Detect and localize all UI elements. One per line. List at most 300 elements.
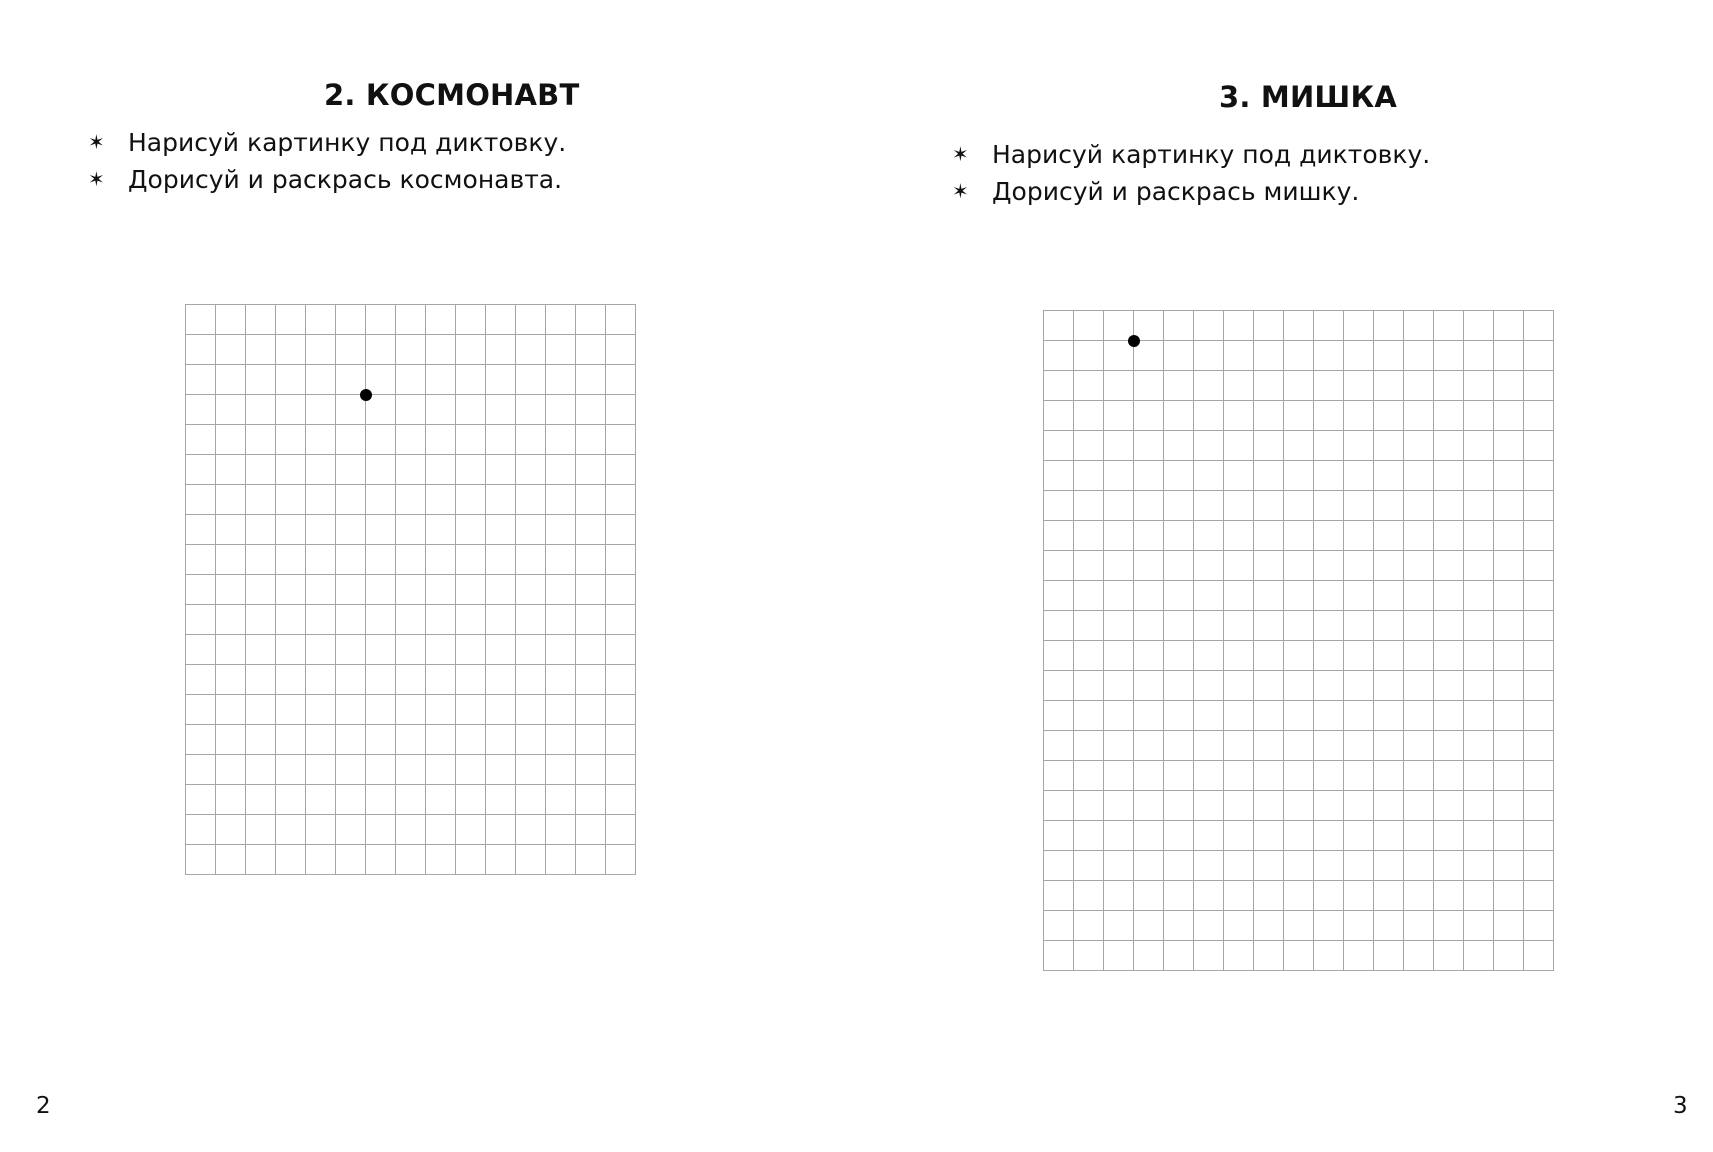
grid-cell[interactable] <box>1434 611 1464 641</box>
grid-cell[interactable] <box>186 785 216 815</box>
grid-cell[interactable] <box>1404 911 1434 941</box>
grid-cell[interactable] <box>546 665 576 695</box>
grid-cell[interactable] <box>1434 311 1464 341</box>
grid-cell[interactable] <box>1404 311 1434 341</box>
grid-cell[interactable] <box>456 455 486 485</box>
grid-cell[interactable] <box>516 665 546 695</box>
grid-cell[interactable] <box>336 785 366 815</box>
grid-cell[interactable] <box>276 335 306 365</box>
grid-cell[interactable] <box>1344 701 1374 731</box>
grid-cell[interactable] <box>1224 611 1254 641</box>
grid-cell[interactable] <box>246 365 276 395</box>
grid-cell[interactable] <box>1404 461 1434 491</box>
grid-cell[interactable] <box>1104 821 1134 851</box>
grid-cell[interactable] <box>1164 311 1194 341</box>
grid-cell[interactable] <box>246 815 276 845</box>
grid-cell[interactable] <box>1374 791 1404 821</box>
grid-cell[interactable] <box>1314 551 1344 581</box>
grid-cell[interactable] <box>1434 881 1464 911</box>
grid-cell[interactable] <box>546 845 576 875</box>
grid-cell[interactable] <box>1224 371 1254 401</box>
grid-cell[interactable] <box>1044 731 1074 761</box>
grid-cell[interactable] <box>336 575 366 605</box>
grid-cell[interactable] <box>246 665 276 695</box>
grid-cell[interactable] <box>1494 671 1524 701</box>
grid-cell[interactable] <box>1524 341 1554 371</box>
grid-cell[interactable] <box>1434 371 1464 401</box>
grid-cell[interactable] <box>576 635 606 665</box>
grid-cell[interactable] <box>1224 401 1254 431</box>
grid-cell[interactable] <box>1374 611 1404 641</box>
grid-cell[interactable] <box>1314 521 1344 551</box>
grid-cell[interactable] <box>396 545 426 575</box>
grid-cell[interactable] <box>1254 821 1284 851</box>
grid-cell[interactable] <box>1074 821 1104 851</box>
grid-cell[interactable] <box>546 395 576 425</box>
grid-cell[interactable] <box>186 515 216 545</box>
grid-cell[interactable] <box>1434 731 1464 761</box>
grid-cell[interactable] <box>456 635 486 665</box>
grid-cell[interactable] <box>576 305 606 335</box>
grid-cell[interactable] <box>1254 791 1284 821</box>
grid-cell[interactable] <box>1434 341 1464 371</box>
grid-cell[interactable] <box>1194 731 1224 761</box>
grid-cell[interactable] <box>1374 821 1404 851</box>
grid-cell[interactable] <box>426 335 456 365</box>
grid-cell[interactable] <box>1044 881 1074 911</box>
grid-cell[interactable] <box>486 455 516 485</box>
grid-cell[interactable] <box>1434 551 1464 581</box>
grid-cell[interactable] <box>1194 761 1224 791</box>
grid-cell[interactable] <box>1494 461 1524 491</box>
grid-cell[interactable] <box>396 485 426 515</box>
grid-cell[interactable] <box>1044 611 1074 641</box>
grid-cell[interactable] <box>1524 551 1554 581</box>
grid-cell[interactable] <box>1314 461 1344 491</box>
grid-cell[interactable] <box>1464 821 1494 851</box>
grid-cell[interactable] <box>1104 491 1134 521</box>
grid-cell[interactable] <box>1224 671 1254 701</box>
grid-cell[interactable] <box>486 575 516 605</box>
grid-cell[interactable] <box>1194 401 1224 431</box>
grid-cell[interactable] <box>1254 401 1284 431</box>
grid-cell[interactable] <box>546 755 576 785</box>
grid-cell[interactable] <box>1044 791 1074 821</box>
grid-cell[interactable] <box>1464 731 1494 761</box>
grid-cell[interactable] <box>1464 551 1494 581</box>
grid-cell[interactable] <box>246 515 276 545</box>
grid-cell[interactable] <box>186 815 216 845</box>
grid-cell[interactable] <box>1284 401 1314 431</box>
grid-cell[interactable] <box>396 455 426 485</box>
grid-cell[interactable] <box>456 545 486 575</box>
grid-cell[interactable] <box>486 665 516 695</box>
grid-cell[interactable] <box>336 305 366 335</box>
grid-cell[interactable] <box>1344 911 1374 941</box>
grid-cell[interactable] <box>186 665 216 695</box>
grid-cell[interactable] <box>1434 491 1464 521</box>
grid-cell[interactable] <box>1374 401 1404 431</box>
grid-cell[interactable] <box>1254 431 1284 461</box>
grid-cell[interactable] <box>1074 911 1104 941</box>
grid-cell[interactable] <box>456 485 486 515</box>
grid-cell[interactable] <box>1134 701 1164 731</box>
grid-cell[interactable] <box>456 815 486 845</box>
grid-cell[interactable] <box>1134 461 1164 491</box>
grid-cell[interactable] <box>606 485 636 515</box>
grid-cell[interactable] <box>1464 911 1494 941</box>
grid-cell[interactable] <box>1254 761 1284 791</box>
grid-cell[interactable] <box>516 425 546 455</box>
grid-cell[interactable] <box>516 455 546 485</box>
grid-cell[interactable] <box>1104 581 1134 611</box>
grid-cell[interactable] <box>1464 611 1494 641</box>
grid-cell[interactable] <box>1044 641 1074 671</box>
grid-cell[interactable] <box>336 845 366 875</box>
grid-cell[interactable] <box>1194 491 1224 521</box>
grid-cell[interactable] <box>1344 311 1374 341</box>
grid-cell[interactable] <box>246 845 276 875</box>
grid-cell[interactable] <box>546 785 576 815</box>
grid-cell[interactable] <box>306 455 336 485</box>
grid-cell[interactable] <box>1104 431 1134 461</box>
grid-cell[interactable] <box>486 605 516 635</box>
grid-cell[interactable] <box>456 845 486 875</box>
grid-cell[interactable] <box>1374 761 1404 791</box>
grid-cell[interactable] <box>336 605 366 635</box>
grid-cell[interactable] <box>1344 731 1374 761</box>
grid-cell[interactable] <box>1194 851 1224 881</box>
grid-cell[interactable] <box>396 605 426 635</box>
grid-cell[interactable] <box>1164 731 1194 761</box>
grid-cell[interactable] <box>1344 881 1374 911</box>
grid-cell[interactable] <box>1494 551 1524 581</box>
grid-cell[interactable] <box>306 335 336 365</box>
grid-cell[interactable] <box>1404 851 1434 881</box>
grid-cell[interactable] <box>1104 641 1134 671</box>
grid-cell[interactable] <box>1314 701 1344 731</box>
grid-cell[interactable] <box>186 425 216 455</box>
grid-cell[interactable] <box>186 365 216 395</box>
grid-cell[interactable] <box>276 755 306 785</box>
grid-cell[interactable] <box>1254 641 1284 671</box>
grid-cell[interactable] <box>1134 731 1164 761</box>
grid-cell[interactable] <box>426 545 456 575</box>
grid-cell[interactable] <box>576 845 606 875</box>
grid-cell[interactable] <box>1164 341 1194 371</box>
grid-cell[interactable] <box>186 695 216 725</box>
grid-cell[interactable] <box>1044 761 1074 791</box>
grid-cell[interactable] <box>1044 521 1074 551</box>
grid-cell[interactable] <box>216 425 246 455</box>
grid-cell[interactable] <box>1194 941 1224 971</box>
grid-cell[interactable] <box>216 845 246 875</box>
grid-cell[interactable] <box>1164 671 1194 701</box>
grid-cell[interactable] <box>1314 641 1344 671</box>
grid-cell[interactable] <box>1374 911 1404 941</box>
grid-cell[interactable] <box>186 485 216 515</box>
grid-cell[interactable] <box>1434 851 1464 881</box>
grid-cell[interactable] <box>246 425 276 455</box>
grid-cell[interactable] <box>1074 551 1104 581</box>
grid-cell[interactable] <box>1404 341 1434 371</box>
grid-cell[interactable] <box>1194 431 1224 461</box>
grid-cell[interactable] <box>1374 341 1404 371</box>
grid-cell[interactable] <box>1404 791 1434 821</box>
grid-cell[interactable] <box>546 575 576 605</box>
grid-cell[interactable] <box>1374 731 1404 761</box>
grid-cell[interactable] <box>1134 791 1164 821</box>
grid-cell[interactable] <box>336 485 366 515</box>
grid-cell[interactable] <box>516 695 546 725</box>
grid-cell[interactable] <box>216 575 246 605</box>
grid-cell[interactable] <box>276 515 306 545</box>
grid-cell[interactable] <box>396 815 426 845</box>
grid-cell[interactable] <box>1074 701 1104 731</box>
grid-cell[interactable] <box>1374 851 1404 881</box>
grid-cell[interactable] <box>516 575 546 605</box>
grid-cell[interactable] <box>306 815 336 845</box>
grid-cell[interactable] <box>366 665 396 695</box>
grid-cell[interactable] <box>366 305 396 335</box>
grid-cell[interactable] <box>306 545 336 575</box>
grid-cell[interactable] <box>1404 641 1434 671</box>
grid-cell[interactable] <box>1224 821 1254 851</box>
grid-cell[interactable] <box>336 335 366 365</box>
grid-cell[interactable] <box>1464 491 1494 521</box>
grid-cell[interactable] <box>1524 881 1554 911</box>
grid-cell[interactable] <box>276 455 306 485</box>
grid-cell[interactable] <box>246 695 276 725</box>
grid-cell[interactable] <box>1494 881 1524 911</box>
grid-cell[interactable] <box>1344 941 1374 971</box>
grid-cell[interactable] <box>1104 371 1134 401</box>
grid-cell[interactable] <box>1404 701 1434 731</box>
grid-cell[interactable] <box>1434 671 1464 701</box>
grid-cell[interactable] <box>1074 311 1104 341</box>
grid-cell[interactable] <box>1074 401 1104 431</box>
grid-cell[interactable] <box>456 785 486 815</box>
grid-cell[interactable] <box>276 695 306 725</box>
grid-cell[interactable] <box>246 455 276 485</box>
grid-cell[interactable] <box>1074 461 1104 491</box>
grid-cell[interactable] <box>1494 821 1524 851</box>
grid-cell[interactable] <box>546 335 576 365</box>
grid-cell[interactable] <box>1374 431 1404 461</box>
grid-cell[interactable] <box>516 485 546 515</box>
grid-cell[interactable] <box>1464 701 1494 731</box>
grid-cell[interactable] <box>276 395 306 425</box>
grid-cell[interactable] <box>1314 791 1344 821</box>
grid-cell[interactable] <box>1044 371 1074 401</box>
grid-cell[interactable] <box>1224 521 1254 551</box>
grid-cell[interactable] <box>576 695 606 725</box>
grid-cell[interactable] <box>1404 821 1434 851</box>
grid-cell[interactable] <box>546 545 576 575</box>
grid-cell[interactable] <box>1434 791 1464 821</box>
grid-cell[interactable] <box>276 485 306 515</box>
grid-cell[interactable] <box>486 785 516 815</box>
grid-cell[interactable] <box>366 815 396 845</box>
grid-cell[interactable] <box>336 545 366 575</box>
grid-cell[interactable] <box>1284 731 1314 761</box>
grid-cell[interactable] <box>366 395 396 425</box>
grid-cell[interactable] <box>1374 311 1404 341</box>
grid-cell[interactable] <box>1224 311 1254 341</box>
grid-cell[interactable] <box>276 605 306 635</box>
grid-cell[interactable] <box>216 335 246 365</box>
grid-cell[interactable] <box>576 515 606 545</box>
grid-cell[interactable] <box>396 635 426 665</box>
grid-cell[interactable] <box>606 845 636 875</box>
grid-cell[interactable] <box>1344 341 1374 371</box>
grid-cell[interactable] <box>606 815 636 845</box>
grid-cell[interactable] <box>396 725 426 755</box>
grid-cell[interactable] <box>1134 401 1164 431</box>
grid-cell[interactable] <box>1194 461 1224 491</box>
grid-cell[interactable] <box>606 425 636 455</box>
grid-cell[interactable] <box>306 725 336 755</box>
grid-cell[interactable] <box>306 515 336 545</box>
grid-cell[interactable] <box>1074 731 1104 761</box>
grid-cell[interactable] <box>456 395 486 425</box>
grid-cell[interactable] <box>396 425 426 455</box>
grid-cell[interactable] <box>1494 611 1524 641</box>
grid-cell[interactable] <box>606 785 636 815</box>
grid-cell[interactable] <box>1524 611 1554 641</box>
grid-cell[interactable] <box>1044 911 1074 941</box>
grid-cell[interactable] <box>1464 461 1494 491</box>
grid-cell[interactable] <box>1074 881 1104 911</box>
grid-cell[interactable] <box>576 785 606 815</box>
grid-cell[interactable] <box>516 545 546 575</box>
grid-cell[interactable] <box>1254 671 1284 701</box>
grid-cell[interactable] <box>246 575 276 605</box>
grid-cell[interactable] <box>1224 581 1254 611</box>
grid-cell[interactable] <box>396 665 426 695</box>
grid-cell[interactable] <box>1074 611 1104 641</box>
grid-cell[interactable] <box>1224 341 1254 371</box>
grid-cell[interactable] <box>1524 701 1554 731</box>
grid-cell[interactable] <box>516 365 546 395</box>
grid-cell[interactable] <box>1344 581 1374 611</box>
grid-cell[interactable] <box>1494 701 1524 731</box>
grid-cell[interactable] <box>1344 821 1374 851</box>
grid-cell[interactable] <box>186 605 216 635</box>
grid-cell[interactable] <box>186 455 216 485</box>
grid-cell[interactable] <box>246 635 276 665</box>
grid-cell[interactable] <box>216 665 246 695</box>
grid-cell[interactable] <box>426 785 456 815</box>
grid-cell[interactable] <box>1254 551 1284 581</box>
grid-cell[interactable] <box>276 545 306 575</box>
grid-cell[interactable] <box>216 605 246 635</box>
grid-cell[interactable] <box>1134 611 1164 641</box>
grid-cell[interactable] <box>1374 551 1404 581</box>
grid-cell[interactable] <box>1314 821 1344 851</box>
grid-cell[interactable] <box>1494 401 1524 431</box>
grid-cell[interactable] <box>546 515 576 545</box>
grid-cell[interactable] <box>1524 821 1554 851</box>
drawing-grid[interactable] <box>185 304 636 875</box>
grid-cell[interactable] <box>426 725 456 755</box>
grid-cell[interactable] <box>1314 881 1344 911</box>
grid-cell[interactable] <box>1104 881 1134 911</box>
grid-cell[interactable] <box>1254 371 1284 401</box>
grid-cell[interactable] <box>1074 941 1104 971</box>
grid-cell[interactable] <box>1254 881 1284 911</box>
grid-cell[interactable] <box>426 635 456 665</box>
grid-cell[interactable] <box>1344 461 1374 491</box>
grid-cell[interactable] <box>1104 941 1134 971</box>
grid-cell[interactable] <box>276 365 306 395</box>
grid-cell[interactable] <box>306 665 336 695</box>
grid-cell[interactable] <box>426 485 456 515</box>
grid-cell[interactable] <box>1164 581 1194 611</box>
grid-cell[interactable] <box>276 305 306 335</box>
grid-cell[interactable] <box>1374 881 1404 911</box>
grid-cell[interactable] <box>576 755 606 785</box>
grid-cell[interactable] <box>486 635 516 665</box>
grid-cell[interactable] <box>1254 461 1284 491</box>
grid-cell[interactable] <box>1404 521 1434 551</box>
grid-cell[interactable] <box>1104 461 1134 491</box>
grid-cell[interactable] <box>1464 581 1494 611</box>
grid-cell[interactable] <box>1284 941 1314 971</box>
grid-cell[interactable] <box>186 635 216 665</box>
grid-cell[interactable] <box>1044 851 1074 881</box>
grid-cell[interactable] <box>576 335 606 365</box>
grid-cell[interactable] <box>396 335 426 365</box>
grid-cell[interactable] <box>1404 431 1434 461</box>
grid-cell[interactable] <box>516 305 546 335</box>
grid-cell[interactable] <box>1464 401 1494 431</box>
grid-cell[interactable] <box>1194 791 1224 821</box>
grid-cell[interactable] <box>606 575 636 605</box>
grid-cell[interactable] <box>1434 401 1464 431</box>
grid-cell[interactable] <box>576 725 606 755</box>
grid-cell[interactable] <box>366 515 396 545</box>
grid-cell[interactable] <box>1524 491 1554 521</box>
grid-cell[interactable] <box>366 725 396 755</box>
grid-cell[interactable] <box>1104 401 1134 431</box>
grid-cell[interactable] <box>1164 641 1194 671</box>
grid-cell[interactable] <box>1284 701 1314 731</box>
grid-cell[interactable] <box>1044 941 1074 971</box>
grid-cell[interactable] <box>1254 341 1284 371</box>
grid-cell[interactable] <box>1524 731 1554 761</box>
grid-cell[interactable] <box>186 755 216 785</box>
grid-cell[interactable] <box>1284 671 1314 701</box>
grid-cell[interactable] <box>1284 311 1314 341</box>
grid-cell[interactable] <box>546 455 576 485</box>
grid-cell[interactable] <box>1254 701 1284 731</box>
grid-cell[interactable] <box>306 635 336 665</box>
grid-cell[interactable] <box>486 485 516 515</box>
grid-cell[interactable] <box>1404 611 1434 641</box>
grid-cell[interactable] <box>1434 641 1464 671</box>
grid-cell[interactable] <box>576 455 606 485</box>
grid-cell[interactable] <box>1164 761 1194 791</box>
grid-cell[interactable] <box>1404 401 1434 431</box>
grid-cell[interactable] <box>1494 731 1524 761</box>
grid-cell[interactable] <box>1464 791 1494 821</box>
grid-cell[interactable] <box>1104 851 1134 881</box>
grid-cell[interactable] <box>1344 491 1374 521</box>
grid-cell[interactable] <box>1374 941 1404 971</box>
grid-cell[interactable] <box>1494 941 1524 971</box>
grid-cell[interactable] <box>426 575 456 605</box>
